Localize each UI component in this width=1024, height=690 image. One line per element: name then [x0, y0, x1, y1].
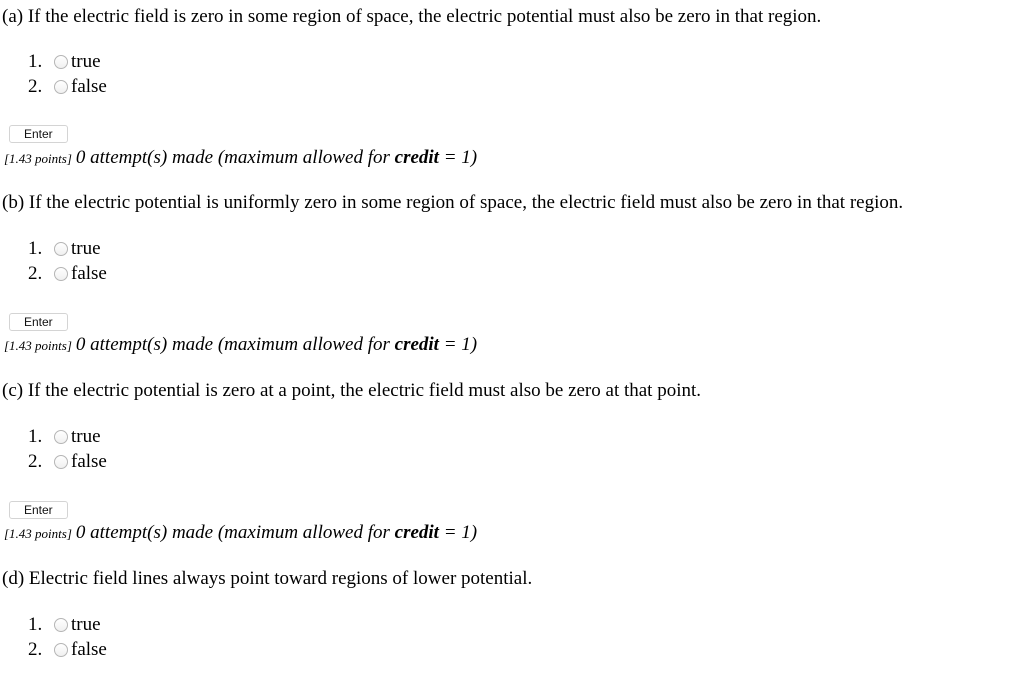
enter-button[interactable]: Enter — [9, 501, 68, 519]
question-text: (d) Electric field lines always point toward regions of lower potential. — [2, 568, 533, 589]
option-false[interactable] — [28, 262, 107, 286]
option-number: 2. — [28, 263, 43, 284]
option-number: 2. — [28, 451, 43, 472]
radio-button[interactable] — [54, 55, 68, 69]
attempts-text: 0 attempt(s) made (maximum allowed for — [75, 334, 395, 355]
credit-word: credit — [394, 522, 439, 543]
option-true[interactable] — [28, 613, 101, 637]
attempts-info — [4, 146, 477, 171]
radio-button[interactable] — [54, 430, 68, 444]
points-label: [1.43 points] — [4, 338, 72, 353]
points-label: [1.43 points] — [4, 526, 72, 541]
radio-button[interactable] — [54, 455, 68, 469]
option-number: 1. — [28, 614, 43, 635]
option-label: false — [71, 451, 107, 472]
question-text: (c) If the electric potential is zero at a point, the electric field must also be zero at that point. — [2, 380, 702, 401]
option-number: 2. — [28, 639, 43, 660]
radio-button[interactable] — [54, 643, 68, 657]
option-number: 1. — [28, 426, 43, 447]
question-text: (a) If the electric field is zero in some region of space, the electric potential must also be zero in that region. — [2, 6, 822, 27]
attempts-text: 0 attempt(s) made (maximum allowed for — [75, 522, 395, 543]
option-number: 2. — [28, 76, 43, 97]
option-false[interactable] — [28, 450, 107, 474]
option-true[interactable] — [28, 50, 101, 74]
radio-button[interactable] — [54, 267, 68, 281]
radio-button[interactable] — [54, 80, 68, 94]
option-true[interactable] — [28, 425, 101, 449]
credit-word: credit — [394, 147, 439, 168]
points-label: [1.43 points] — [4, 151, 72, 166]
option-number: 1. — [28, 51, 43, 72]
radio-button[interactable] — [54, 618, 68, 632]
option-label: false — [71, 263, 107, 284]
radio-button[interactable] — [54, 242, 68, 256]
option-number: 1. — [28, 238, 43, 259]
attempts-suffix: = 1) — [438, 334, 478, 355]
attempts-text: 0 attempt(s) made (maximum allowed for — [75, 147, 395, 168]
enter-button[interactable]: Enter — [9, 125, 68, 143]
option-true[interactable] — [28, 237, 101, 261]
attempts-suffix: = 1) — [438, 147, 478, 168]
option-false[interactable] — [28, 638, 107, 662]
attempts-info — [4, 521, 477, 546]
option-label: false — [71, 76, 107, 97]
option-label: true — [71, 426, 101, 447]
question-text: (b) If the electric potential is uniformly zero in some region of space, the electric field must also be zero in that region. — [2, 192, 904, 213]
option-label: true — [71, 51, 101, 72]
attempts-suffix: = 1) — [438, 522, 478, 543]
option-label: true — [71, 614, 101, 635]
option-label: true — [71, 238, 101, 259]
attempts-info — [4, 333, 477, 358]
credit-word: credit — [394, 334, 439, 355]
option-false[interactable] — [28, 75, 107, 99]
enter-button[interactable]: Enter — [9, 313, 68, 331]
option-label: false — [71, 639, 107, 660]
